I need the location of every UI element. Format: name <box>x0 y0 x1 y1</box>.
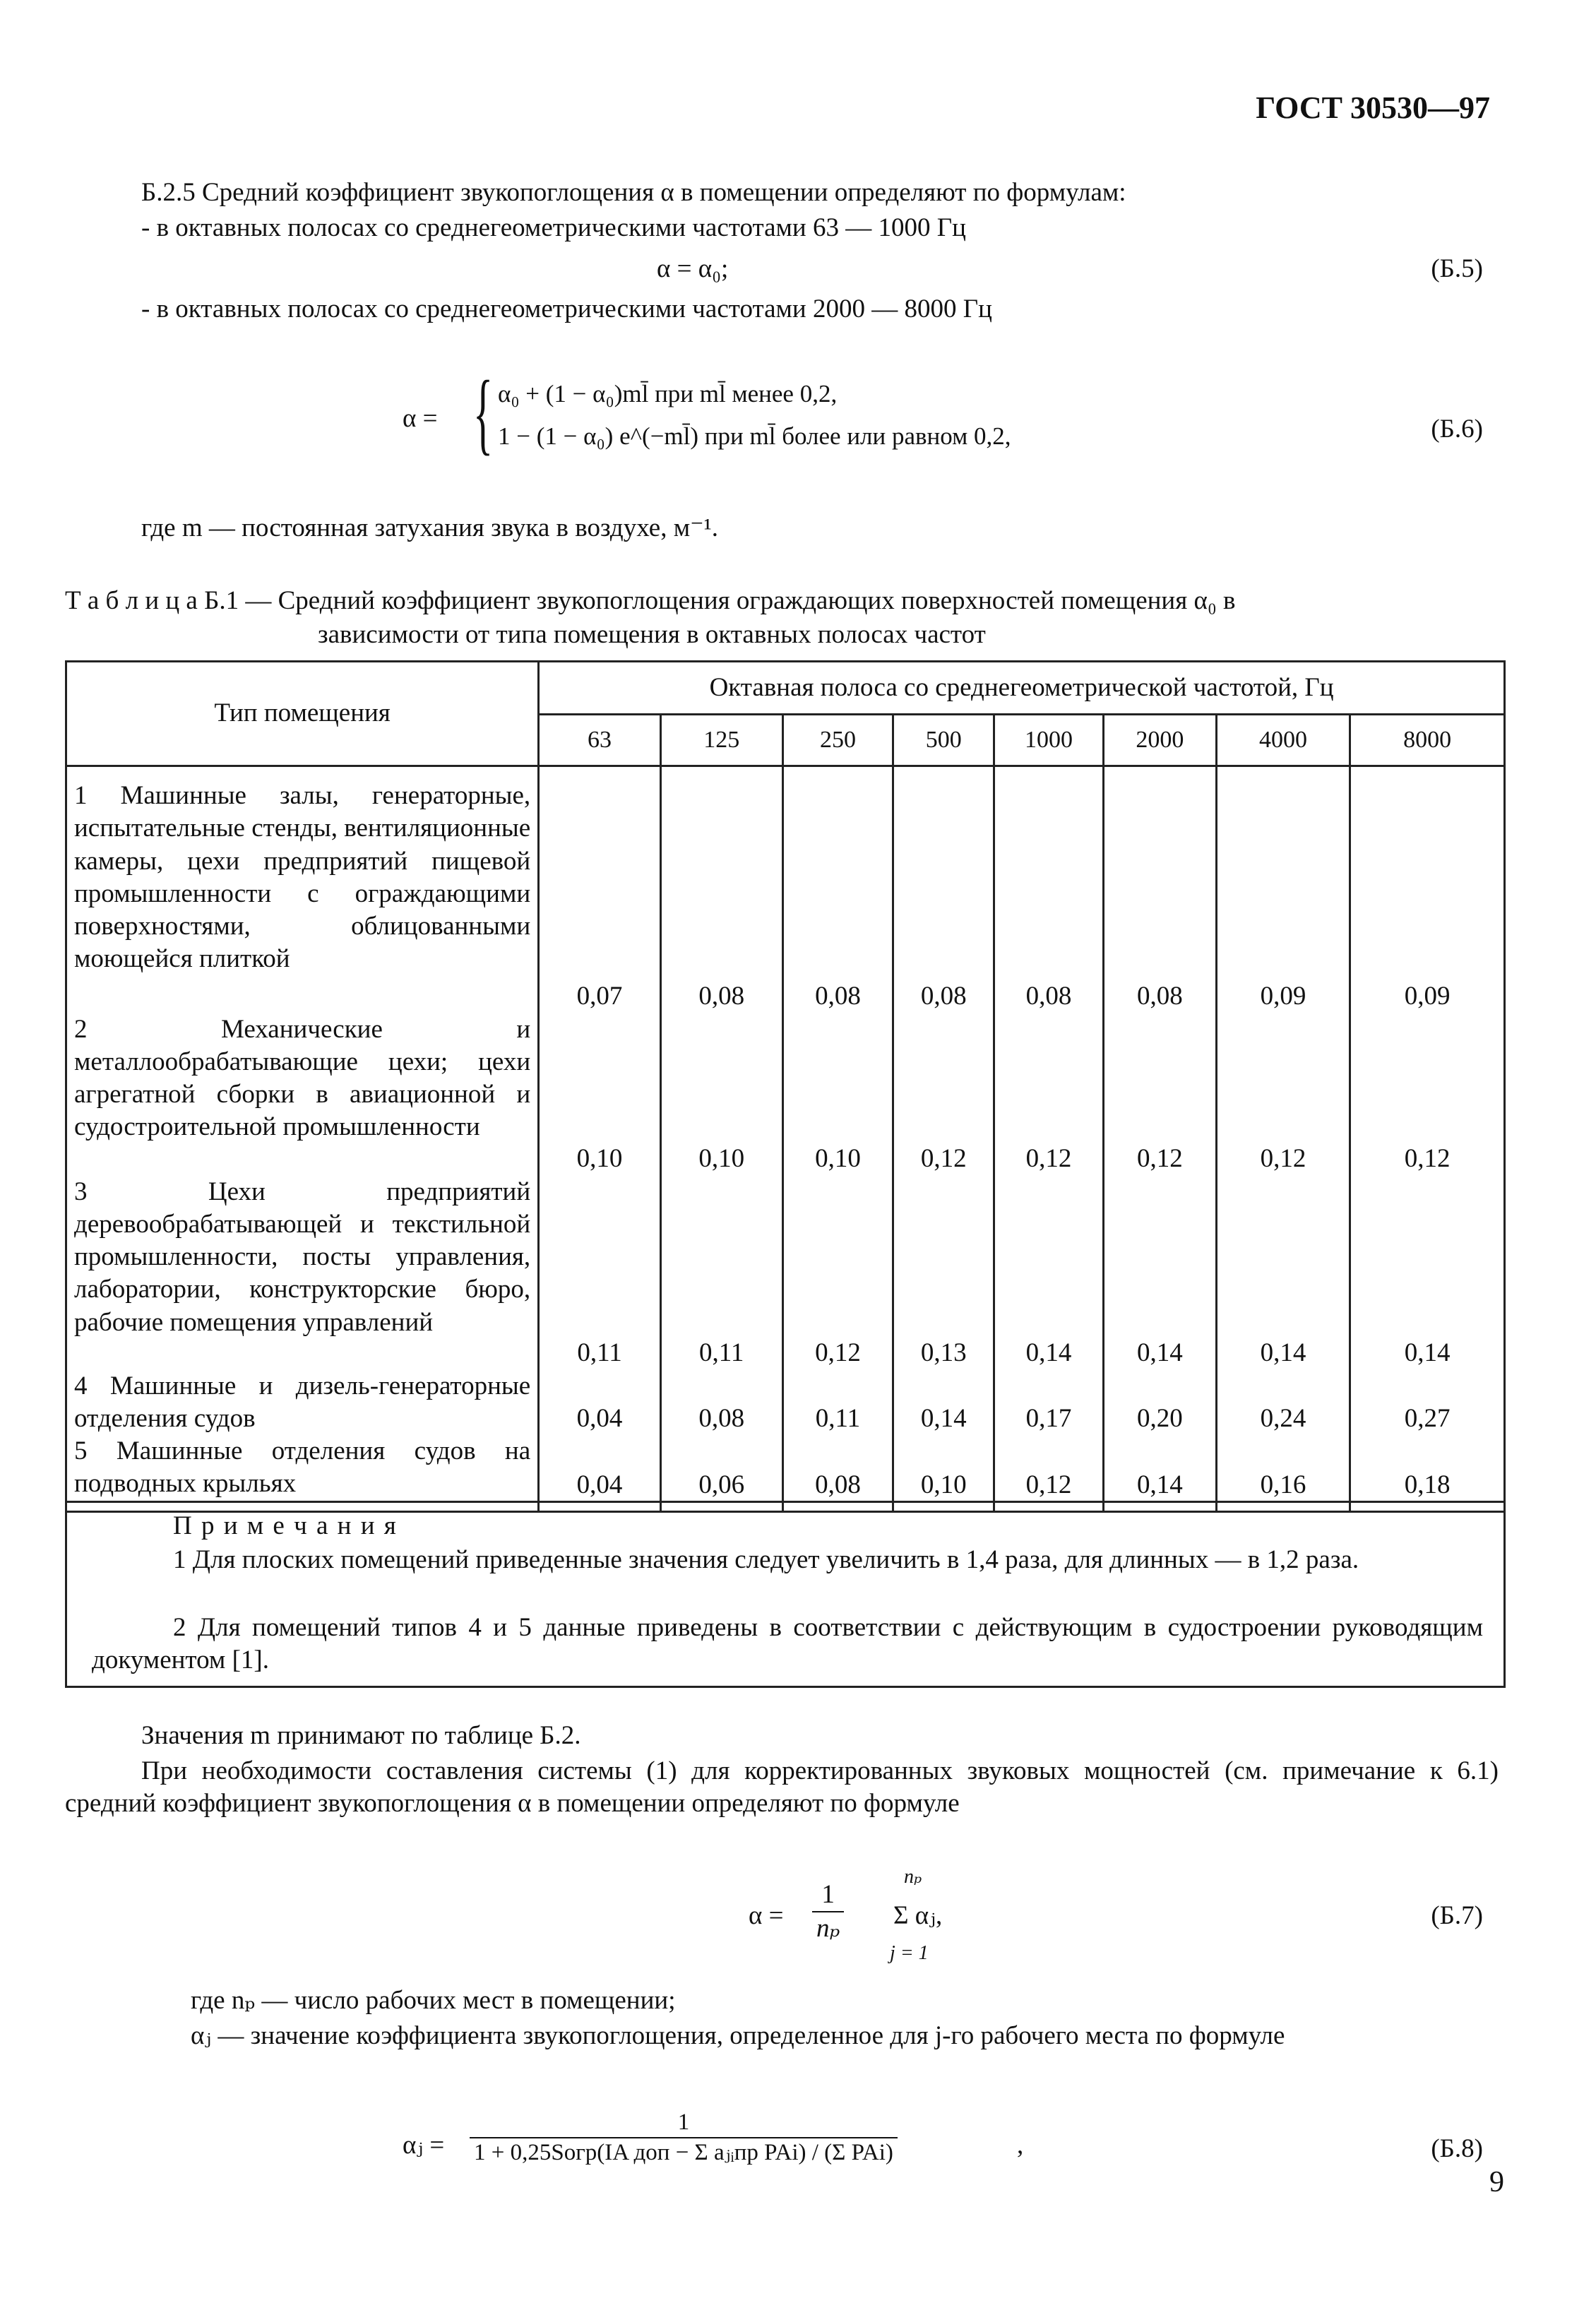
row-room-type: 3 Цехи предприятий деревообрабатывающей и текстильной промышленности, посты управления, лаборатории, конструкторские бюро, рабочие помещения управлений <box>74 1177 531 1337</box>
formula-b6-lhs: α = <box>403 404 438 433</box>
table-cell: 0,12 <box>1216 1013 1350 1176</box>
row-room-type: 4 Машинные и дизель-генераторные отделения судов <box>74 1371 531 1433</box>
note-2: 2 Для помещений типов 4 и 5 данные приведены в соответствии с действующим в судостроении руководящим документом [1]. <box>92 1613 1483 1675</box>
paragraph-b25: Б.2.5 Средний коэффициент звукопоглощения α в помещении определяют по формулам: <box>141 178 1126 207</box>
table-cell: 0,08 <box>994 766 1104 1013</box>
table-row <box>66 1013 1505 1176</box>
table-cell: 0,10 <box>660 1013 782 1176</box>
table-cell: 0,14 <box>1216 1176 1350 1370</box>
table-caption-line1: Т а б л и ц а Б.1 — Средний коэффициент звукопоглощения ограждающих поверхностей помещения α₀ в <box>65 586 1236 615</box>
column-header-freq: 8000 <box>1350 715 1505 766</box>
table-cell: 0,08 <box>660 1370 782 1436</box>
formula-b5: α = α₀; <box>657 254 729 283</box>
table-cell: 0,12 <box>1103 1013 1216 1176</box>
formula-b5-number: (Б.5) <box>1431 254 1483 283</box>
table-cell: 0,16 <box>1216 1435 1350 1511</box>
table-cell: 0,09 <box>1216 766 1350 1013</box>
notes-title: П р и м е ч а н и я <box>173 1511 398 1540</box>
paragraph-alpha-j-definition: αⱼ — значение коэффициента звукопоглощения, определенное для j-го рабочего места по формуле <box>191 2021 1285 2050</box>
formula-b8-den: 1 + 0,25Sогр(IA доп − Σ aⱼᵢпр PAi) / (Σ PAi) <box>474 2140 893 2166</box>
brace-icon: { <box>473 362 494 464</box>
paragraph-m-values: Значения m принимают по таблице Б.2. <box>141 1721 581 1750</box>
table-cell: 0,04 <box>539 1370 661 1436</box>
row-room-type: 1 Машинные залы, генераторные, испытательные стенды, вентиляционные камеры, цехи предприятий пищевой промышленности с ограждающими поверхностями, облицованными моющейся плиткой <box>74 781 531 974</box>
table-cell: 0,09 <box>1350 766 1505 1013</box>
formula-b7 <box>749 1864 1172 1970</box>
column-header-freq: 2000 <box>1103 715 1216 766</box>
table-cell: 0,11 <box>782 1370 893 1436</box>
table-row <box>66 1435 1505 1511</box>
formula-b8-lhs: αⱼ = <box>403 2131 445 2160</box>
table-cell: 0,14 <box>1103 1435 1216 1511</box>
formula-b6 <box>403 362 1321 464</box>
formula-b7-den: nₚ <box>816 1914 840 1944</box>
table-cell: 0,17 <box>994 1370 1104 1436</box>
formula-b7-lhs: α = <box>749 1901 784 1930</box>
table-cell: 0,14 <box>1350 1176 1505 1370</box>
column-header-freq: 63 <box>539 715 661 766</box>
table-cell: 0,12 <box>893 1013 994 1176</box>
column-header-room-type: Тип помещения <box>66 662 539 766</box>
column-header-freq: 250 <box>782 715 893 766</box>
table-cell: 0,10 <box>893 1435 994 1511</box>
formula-b6-case2: 1 − (1 − α₀) e^(−ml̄) при ml̄ более или равном 0,2, <box>498 422 1011 450</box>
formula-b6-number: (Б.6) <box>1431 415 1483 444</box>
column-header-octave-group: Октавная полоса со среднегеометрической частотой, Гц <box>539 662 1505 715</box>
table-cell: 0,10 <box>539 1013 661 1176</box>
formula-b8-comma: , <box>1017 2131 1024 2160</box>
row-room-type: 2 Механические и металлообрабатывающие цехи; цехи агрегатной сборки в авиационной и судостроительной промышленности <box>74 1014 531 1142</box>
table-cell: 0,08 <box>893 766 994 1013</box>
table-notes <box>65 1501 1506 1688</box>
table-caption-line2: зависимости от типа помещения в октавных полосах частот <box>318 620 986 649</box>
table-cell: 0,04 <box>539 1435 661 1511</box>
formula-b7-sum: Σ αⱼ, <box>893 1901 943 1930</box>
formula-b7-lower: j = 1 <box>890 1942 929 1964</box>
table-cell: 0,27 <box>1350 1370 1505 1436</box>
formula-b7-num: 1 <box>812 1879 844 1912</box>
formula-b8-number: (Б.8) <box>1431 2134 1483 2163</box>
column-header-freq: 125 <box>660 715 782 766</box>
absorption-table <box>65 660 1506 1513</box>
table-cell: 0,08 <box>782 1435 893 1511</box>
table-cell: 0,12 <box>782 1176 893 1370</box>
formula-b6-case1: α₀ + (1 − α₀)ml̄ при ml̄ менее 0,2, <box>498 380 838 407</box>
table-cell: 0,12 <box>1350 1013 1505 1176</box>
table-row <box>66 766 1505 1013</box>
column-header-freq: 500 <box>893 715 994 766</box>
table-cell: 0,14 <box>893 1370 994 1436</box>
paragraph-low-bands: - в октавных полосах со среднегеометрическими частотами 63 — 1000 Гц <box>141 213 966 242</box>
table-cell: 0,07 <box>539 766 661 1013</box>
formula-b7-fraction <box>812 1879 844 1946</box>
table-row <box>66 1176 1505 1370</box>
document-code: ГОСТ 30530—97 <box>1256 90 1490 125</box>
table-cell: 0,20 <box>1103 1370 1216 1436</box>
table-cell: 0,10 <box>782 1013 893 1176</box>
paragraph-m-definition: где m — постоянная затухания звука в воздухе, м⁻¹. <box>141 513 719 542</box>
column-header-freq: 4000 <box>1216 715 1350 766</box>
table-cell: 0,12 <box>994 1013 1104 1176</box>
formula-b8-num: 1 <box>470 2108 898 2138</box>
table-cell: 0,24 <box>1216 1370 1350 1436</box>
row-room-type: 5 Машинные отделения судов на подводных крыльях <box>74 1436 531 1499</box>
table-cell: 0,12 <box>994 1435 1104 1511</box>
table-cell: 0,11 <box>660 1176 782 1370</box>
formula-b7-number: (Б.7) <box>1431 1901 1483 1930</box>
table-cell: 0,08 <box>1103 766 1216 1013</box>
formula-b7-upper: nₚ <box>904 1866 922 1888</box>
page-number: 9 <box>1489 2165 1504 2198</box>
paragraph-np-definition: где nₚ — число рабочих мест в помещении; <box>191 1986 676 2015</box>
table-cell: 0,06 <box>660 1435 782 1511</box>
paragraph-system: При необходимости составления системы (1) для корректированных звуковых мощностей (см. примечание к 6.1) средний коэффициент звукопоглощения α в помещении определяют по формуле <box>65 1756 1499 1819</box>
table-cell: 0,11 <box>539 1176 661 1370</box>
note-1: 1 Для плоских помещений приведенные значения следует увеличить в 1,4 раза, для длинных — в 1,2 раза. <box>173 1545 1359 1574</box>
formula-b8-fraction <box>470 2108 898 2168</box>
table-cell: 0,08 <box>660 766 782 1013</box>
table-cell: 0,08 <box>782 766 893 1013</box>
formula-b8 <box>403 2108 1109 2200</box>
paragraph-high-bands: - в октавных полосах со среднегеометрическими частотами 2000 — 8000 Гц <box>141 294 992 323</box>
table-row <box>66 1370 1505 1436</box>
table-cell: 0,13 <box>893 1176 994 1370</box>
table-cell: 0,14 <box>994 1176 1104 1370</box>
table-cell: 0,18 <box>1350 1435 1505 1511</box>
column-header-freq: 1000 <box>994 715 1104 766</box>
table-cell: 0,14 <box>1103 1176 1216 1370</box>
